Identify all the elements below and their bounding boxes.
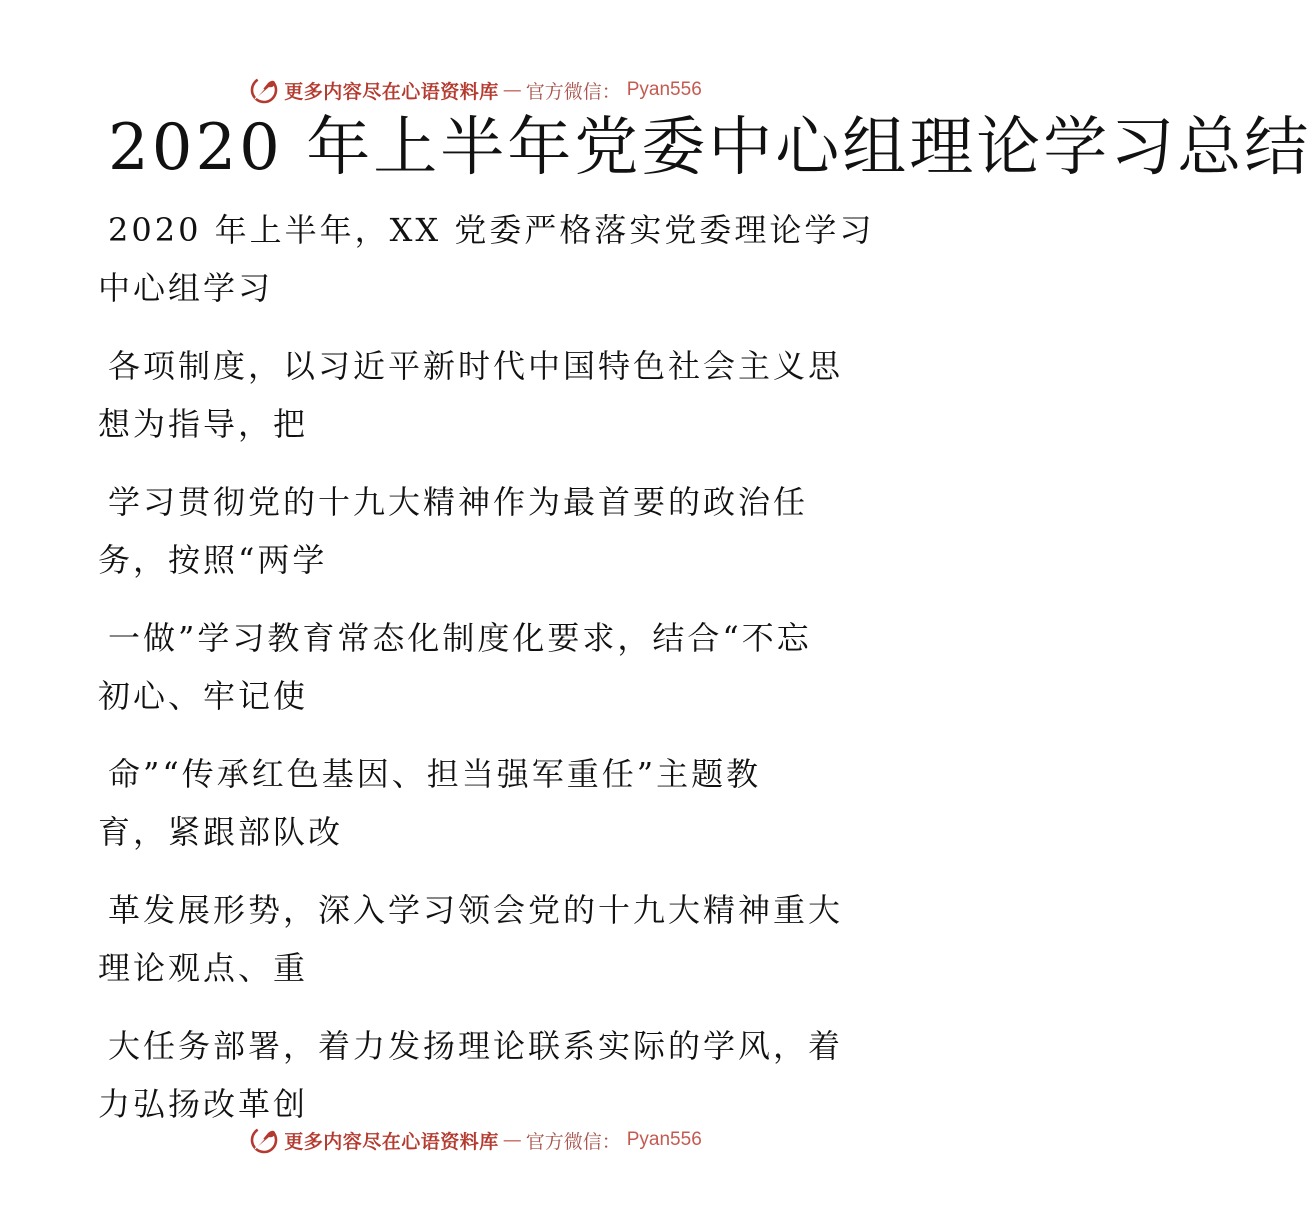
paragraph	[98, 452, 838, 588]
paragraph-line: 各项制度，以习近平新时代中国特色社会主义思	[108, 347, 844, 385]
paragraph-line: 革发展形势，深入学习领会党的十九大精神重大	[108, 891, 844, 929]
paragraph-line: 大任务部署，着力发扬理论联系实际的学风，着	[108, 1027, 844, 1065]
paragraph	[98, 316, 844, 452]
paragraph-line: 理论观点、重	[98, 949, 309, 987]
paragraph	[98, 860, 844, 996]
paragraph	[98, 588, 838, 724]
paragraph-line: 力弘扬改革创	[98, 1085, 309, 1123]
paragraph	[98, 180, 875, 316]
watermark-main-text: 更多内容尽在心语资料库	[284, 80, 499, 103]
watermark-wechat-label: 官方微信：	[525, 80, 621, 103]
red-quill-pen-circle-icon	[248, 1124, 280, 1156]
watermark-wechat-id: Pyan556	[626, 1129, 702, 1150]
paragraph	[98, 724, 838, 860]
paragraph-line: 育，紧跟部队改	[98, 813, 344, 851]
paragraph-line: 中心组学习	[98, 269, 274, 307]
paragraph-line: 命”“传承红色基因、担当强军重任”主题教	[108, 755, 762, 793]
watermark-wechat-id: Pyan556	[626, 79, 702, 100]
paragraph-line: 务，按照“两学	[98, 541, 328, 579]
red-quill-pen-circle-icon	[248, 74, 280, 106]
document-body	[98, 111, 1311, 1132]
paragraph-line: 2020 年上半年，XX 党委严格落实党委理论学习	[108, 211, 875, 249]
watermark-dash: —	[502, 79, 522, 101]
watermark-banner-bottom	[0, 1122, 950, 1158]
watermark-main-text: 更多内容尽在心语资料库	[284, 1130, 499, 1153]
paragraph-line: 学习贯彻党的十九大精神作为最首要的政治任	[108, 483, 809, 521]
watermark-dash: —	[502, 1129, 522, 1151]
paragraph-line: 初心、牢记使	[98, 677, 309, 715]
paragraph-line: 一做”学习教育常态化制度化要求，结合“不忘	[108, 619, 812, 657]
watermark-wechat-label: 官方微信：	[525, 1130, 621, 1153]
paragraph	[98, 996, 844, 1132]
document-title: 2020 年上半年党委中心组理论学习总结	[108, 111, 1311, 185]
watermark-banner-top	[0, 72, 950, 108]
paragraph-line: 想为指导，把	[98, 405, 309, 443]
